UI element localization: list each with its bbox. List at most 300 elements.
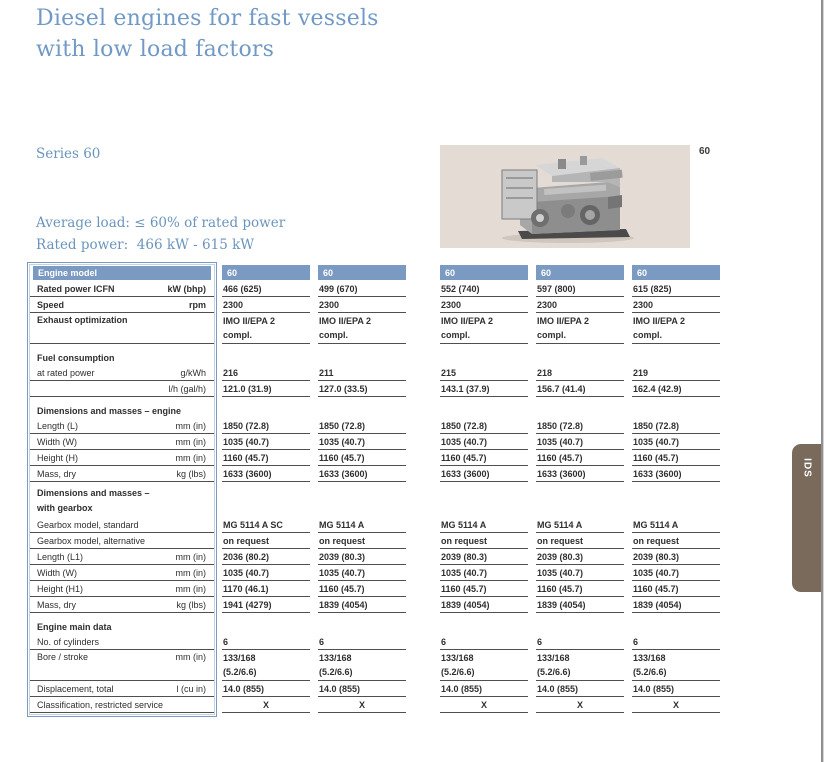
spec-value-cell: [318, 450, 406, 466]
spec-value-cell: [632, 533, 720, 549]
value-text: 14.0 (855): [319, 684, 361, 694]
spec-row: [30, 466, 730, 482]
spec-value-cell: [318, 297, 406, 313]
spec-value-cell: [536, 297, 624, 313]
value-text: 1160 (45.7): [537, 584, 583, 594]
value-text: 1160 (45.7): [441, 453, 487, 463]
value-text: 216: [223, 368, 239, 378]
value-text: 143.1 (37.9): [441, 384, 490, 394]
value-text: 1633 (3600): [319, 469, 368, 479]
value-line1: IMO II/EPA 2: [319, 316, 372, 326]
spec-value-cell: [536, 565, 624, 581]
row-label-cell: [30, 450, 214, 466]
index-tab-label: IDS: [801, 458, 813, 478]
value-text: 2300: [319, 300, 340, 310]
section-title: Fuel consumption: [37, 353, 115, 363]
value-text: 1170 (46.1): [223, 584, 269, 594]
value-text: 1850 (72.8): [537, 421, 584, 431]
spec-row: [30, 565, 730, 581]
row-unit: l (cu in): [176, 684, 206, 694]
row-label: Length (L1): [37, 552, 84, 562]
spec-value-cell: [536, 281, 624, 297]
section-title: Dimensions and masses – engine: [37, 406, 182, 416]
spec-value-cell: [440, 313, 528, 344]
spec-value-cell: [440, 281, 528, 297]
value-line1: 133/168: [319, 653, 352, 663]
value-text: 1850 (72.8): [441, 421, 488, 431]
spec-row: [30, 281, 730, 297]
value-text: 1839 (4054): [537, 600, 586, 610]
value-text: 1160 (45.7): [441, 584, 487, 594]
value-text: 1160 (45.7): [319, 584, 365, 594]
spec-row: [30, 344, 730, 365]
spec-row: [30, 313, 730, 344]
value-line1: 133/168: [537, 653, 570, 663]
spec-value-cell: [440, 697, 528, 713]
value-text: 1839 (4054): [319, 600, 368, 610]
spec-value-cell: [318, 650, 406, 681]
value-line2: (5.2/6.6): [441, 667, 475, 677]
spec-value-cell: [632, 549, 720, 565]
value-text: 1839 (4054): [441, 600, 490, 610]
spec-value-cell: [318, 581, 406, 597]
spec-value-cell: [440, 297, 528, 313]
value-text: 2300: [633, 300, 654, 310]
row-unit: kW (bhp): [167, 284, 206, 294]
spec-value-cell: [440, 650, 528, 681]
row-label-cell: [30, 549, 214, 565]
spec-value-cell: [222, 650, 310, 681]
value-text: 6: [223, 637, 229, 647]
value-text: 1839 (4054): [633, 600, 682, 610]
value-text: 2039 (80.3): [441, 552, 488, 562]
spec-value-cell: [440, 533, 528, 549]
value-line2: (5.2/6.6): [537, 667, 571, 677]
spec-value-cell: [222, 365, 310, 381]
row-label-cell: [30, 634, 214, 650]
value-text: 1035 (40.7): [223, 437, 270, 447]
spec-value-cell: [440, 681, 528, 697]
spec-value-cell: [536, 365, 624, 381]
row-label-cell: [30, 517, 214, 533]
row-label-cell: [30, 418, 214, 434]
spec-value-cell: [440, 450, 528, 466]
spec-value-cell: [632, 466, 720, 482]
row-label-cell: [30, 681, 214, 697]
spec-value-cell: [318, 634, 406, 650]
value-text: 1160 (45.7): [537, 453, 583, 463]
row-label-cell: [30, 297, 214, 313]
spec-value-cell: [318, 533, 406, 549]
index-tab: [792, 444, 822, 592]
value-text: 499 (670): [319, 284, 358, 294]
row-label: Classification, restricted service: [37, 700, 164, 710]
spec-value-cell: [536, 581, 624, 597]
spec-value-cell: [222, 450, 310, 466]
spec-value-cell: [536, 549, 624, 565]
spec-row: [30, 381, 730, 397]
spec-value-cell: [632, 650, 720, 681]
spec-value-cell: [536, 418, 624, 434]
row-label: Mass, dry: [37, 469, 77, 479]
value-text: 14.0 (855): [633, 684, 675, 694]
value-text: 1160 (45.7): [633, 453, 679, 463]
spec-value-cell: [318, 517, 406, 533]
spec-value-cell: [632, 565, 720, 581]
value-line1: IMO II/EPA 2: [441, 316, 494, 326]
spec-value-cell: [222, 281, 310, 297]
value-line2: compl.: [319, 330, 349, 340]
spec-value-cell: [318, 281, 406, 297]
spec-value-cell: [318, 565, 406, 581]
row-unit: mm (in): [175, 437, 206, 447]
section-label-cell: [30, 344, 214, 365]
series-label: Series 60: [36, 146, 101, 162]
value-text: 127.0 (33.5): [319, 384, 368, 394]
row-unit: l/h (gal/h): [168, 384, 206, 394]
value-text: MG 5114 A: [537, 520, 583, 530]
spec-value-cell: [632, 681, 720, 697]
spec-value-cell: [222, 434, 310, 450]
value-text: 466 (625): [223, 284, 262, 294]
row-label: Height (H1): [37, 584, 84, 594]
value-text: 1035 (40.7): [633, 568, 680, 578]
spec-value-cell: [318, 681, 406, 697]
spec-value-cell: [222, 634, 310, 650]
value-line2: compl.: [633, 330, 663, 340]
value-text: on request: [633, 536, 680, 546]
spec-value-cell: [318, 313, 406, 344]
spec-value-cell: [536, 450, 624, 466]
spec-value-cell: [318, 381, 406, 397]
spec-value-cell: [222, 517, 310, 533]
value-line1: 133/168: [441, 653, 474, 663]
value-text: X: [672, 700, 679, 710]
spec-value-cell: [536, 517, 624, 533]
value-text: 1633 (3600): [441, 469, 490, 479]
spec-value-cell: [632, 517, 720, 533]
spec-row: [30, 533, 730, 549]
spec-value-cell: [632, 418, 720, 434]
value-text: 1850 (72.8): [223, 421, 270, 431]
spec-value-cell: [440, 597, 528, 613]
value-text: 1035 (40.7): [537, 437, 584, 447]
spec-row: [30, 581, 730, 597]
row-label-cell: [30, 597, 214, 613]
spec-value-cell: [536, 381, 624, 397]
page-title: [36, 3, 379, 65]
spec-row: [30, 650, 730, 681]
spec-value-cell: [440, 418, 528, 434]
value-text: 1035 (40.7): [319, 437, 366, 447]
spec-value-cell: [222, 681, 310, 697]
row-unit: mm (in): [175, 652, 206, 662]
spec-value-cell: [536, 634, 624, 650]
row-label-cell: [30, 434, 214, 450]
spec-row: [30, 434, 730, 450]
spec-value-cell: [632, 634, 720, 650]
spec-value-cell: [222, 466, 310, 482]
section-label-cell: [30, 397, 214, 418]
row-label: Mass, dry: [37, 600, 77, 610]
page-title-line1: Diesel engines for fast vessels: [36, 6, 379, 31]
value-text: X: [480, 700, 487, 710]
value-text: 1035 (40.7): [223, 568, 270, 578]
spec-value-cell: [440, 365, 528, 381]
average-load-line: Average load: ≤ 60% of rated power: [36, 215, 286, 231]
value-text: 1035 (40.7): [537, 568, 584, 578]
model-header-cell: 60: [632, 265, 720, 280]
row-label-cell: [30, 533, 214, 549]
row-label: Speed: [37, 300, 65, 310]
row-unit: g/kWh: [180, 368, 206, 378]
value-text: on request: [537, 536, 584, 546]
spec-row: [30, 681, 730, 697]
row-unit: mm (in): [175, 421, 206, 431]
spec-value-cell: [318, 434, 406, 450]
value-line1: IMO II/EPA 2: [633, 316, 686, 326]
spec-value-cell: [632, 450, 720, 466]
row-label-cell: [30, 581, 214, 597]
spec-value-cell: [222, 297, 310, 313]
row-label-cell: [30, 381, 214, 397]
value-line2: compl.: [441, 330, 471, 340]
row-label: Bore / stroke: [37, 652, 89, 662]
value-text: 1035 (40.7): [441, 568, 488, 578]
value-text: 1035 (40.7): [319, 568, 366, 578]
spec-row: [30, 365, 730, 381]
value-text: 1160 (45.7): [633, 584, 679, 594]
value-text: 1160 (45.7): [223, 453, 269, 463]
value-text: 219: [633, 368, 649, 378]
value-line2: (5.2/6.6): [319, 667, 353, 677]
spec-value-cell: [536, 313, 624, 344]
value-line1: IMO II/EPA 2: [223, 316, 276, 326]
spec-value-cell: [536, 697, 624, 713]
engine-photo: [440, 145, 690, 248]
value-text: 2300: [537, 300, 558, 310]
value-text: MG 5114 A: [633, 520, 679, 530]
value-line2: compl.: [537, 330, 567, 340]
spec-value-cell: [440, 434, 528, 450]
value-text: on request: [319, 536, 366, 546]
spec-value-cell: [536, 466, 624, 482]
model-header-cell: 60: [536, 265, 624, 280]
value-text: 162.4 (42.9): [633, 384, 682, 394]
value-text: 2300: [223, 300, 244, 310]
value-text: 552 (740): [441, 284, 480, 294]
spec-value-cell: [318, 549, 406, 565]
spec-value-cell: [318, 697, 406, 713]
row-label-cell: [30, 565, 214, 581]
lead-text: [36, 212, 285, 256]
row-label: Rated power ICFN: [37, 284, 115, 294]
spec-row: [30, 418, 730, 434]
spec-value-cell: [632, 697, 720, 713]
page-title-line2: with low load factors: [36, 37, 275, 62]
spec-value-cell: [440, 381, 528, 397]
spec-value-cell: [536, 533, 624, 549]
row-unit: kg (lbs): [176, 469, 206, 479]
spec-value-cell: [318, 365, 406, 381]
value-text: 14.0 (855): [537, 684, 579, 694]
value-text: 1850 (72.8): [319, 421, 366, 431]
value-text: 14.0 (855): [223, 684, 265, 694]
value-text: 1941 (4279): [223, 600, 272, 610]
spec-value-cell: [536, 597, 624, 613]
spec-row: [30, 482, 730, 517]
spec-value-cell: [632, 365, 720, 381]
row-unit: mm (in): [175, 584, 206, 594]
value-text: 121.0 (31.9): [223, 384, 272, 394]
spec-value-cell: [536, 681, 624, 697]
value-text: 1850 (72.8): [633, 421, 680, 431]
value-text: MG 5114 A: [441, 520, 487, 530]
value-line1: 133/168: [633, 653, 666, 663]
value-text: X: [576, 700, 583, 710]
row-label-cell: [30, 365, 214, 381]
row-label: at rated power: [37, 368, 95, 378]
spec-row: [30, 549, 730, 565]
spec-row: [30, 297, 730, 313]
spec-table: [30, 264, 730, 713]
spec-value-cell: [632, 597, 720, 613]
value-text: 2039 (80.3): [633, 552, 680, 562]
spec-header-row: [30, 264, 730, 281]
rated-power-line: Rated power: 466 kW - 615 kW: [36, 237, 255, 253]
row-label-cell: [30, 697, 214, 713]
row-label-cell: [30, 281, 214, 297]
row-label-cell: [30, 650, 214, 681]
spec-value-cell: [632, 581, 720, 597]
value-text: on request: [223, 536, 270, 546]
value-text: X: [358, 700, 365, 710]
value-text: MG 5114 A: [319, 520, 365, 530]
value-text: 1633 (3600): [223, 469, 272, 479]
row-label: Gearbox model, standard: [37, 520, 139, 530]
value-text: MG 5114 A SC: [223, 520, 283, 530]
section-label-cell: [30, 482, 214, 517]
model-header-cell: 60: [318, 265, 406, 280]
value-text: 156.7 (41.4): [537, 384, 586, 394]
engine-model-header-cell: [30, 264, 214, 281]
value-text: 211: [319, 368, 334, 378]
value-text: 14.0 (855): [441, 684, 483, 694]
spec-value-cell: [632, 313, 720, 344]
value-text: 615 (825): [633, 284, 672, 294]
value-text: 6: [319, 637, 325, 647]
value-text: 215: [441, 368, 457, 378]
spec-row: [30, 613, 730, 634]
spec-value-cell: [632, 297, 720, 313]
engine-model-label: Engine model: [33, 266, 211, 280]
spec-value-cell: [222, 565, 310, 581]
spec-row: [30, 397, 730, 418]
value-text: 1633 (3600): [633, 469, 682, 479]
spec-value-cell: [222, 418, 310, 434]
spec-value-cell: [318, 418, 406, 434]
model-header-cell: 60: [222, 265, 310, 280]
row-label: No. of cylinders: [37, 637, 100, 647]
value-text: on request: [441, 536, 488, 546]
section-title-line2: with gearbox: [37, 503, 93, 513]
value-text: 2300: [441, 300, 462, 310]
value-text: 2039 (80.3): [319, 552, 366, 562]
spec-value-cell: [222, 533, 310, 549]
row-unit: kg (lbs): [176, 600, 206, 610]
value-text: 1160 (45.7): [319, 453, 365, 463]
value-text: 1035 (40.7): [441, 437, 488, 447]
row-label: Width (W): [37, 568, 77, 578]
value-line2: compl.: [223, 330, 253, 340]
section-label-cell: [30, 613, 214, 634]
value-text: 2036 (80.2): [223, 552, 270, 562]
spec-value-cell: [222, 313, 310, 344]
spec-value-cell: [222, 697, 310, 713]
spec-value-cell: [536, 650, 624, 681]
value-text: 6: [537, 637, 543, 647]
value-text: 1035 (40.7): [633, 437, 680, 447]
spec-value-cell: [222, 581, 310, 597]
value-line2: (5.2/6.6): [223, 667, 257, 677]
value-text: 6: [441, 637, 447, 647]
row-label: Exhaust optimization: [37, 315, 128, 325]
spec-value-cell: [632, 281, 720, 297]
value-text: 218: [537, 368, 553, 378]
spec-value-cell: [440, 581, 528, 597]
row-label-cell: [30, 466, 214, 482]
row-label: Gearbox model, alternative: [37, 536, 146, 546]
row-unit: rpm: [188, 300, 206, 310]
value-text: 2039 (80.3): [537, 552, 584, 562]
spec-row: [30, 450, 730, 466]
row-label: Length (L): [37, 421, 79, 431]
value-line1: IMO II/EPA 2: [537, 316, 590, 326]
spec-row: [30, 517, 730, 533]
spec-row: [30, 697, 730, 713]
spec-value-cell: [632, 381, 720, 397]
photo-caption: 60: [699, 146, 711, 157]
value-text: X: [262, 700, 269, 710]
spec-value-cell: [440, 517, 528, 533]
row-unit: mm (in): [175, 568, 206, 578]
spec-value-cell: [440, 466, 528, 482]
spec-value-cell: [222, 597, 310, 613]
value-text: 6: [633, 637, 639, 647]
value-line1: 133/168: [223, 653, 256, 663]
spec-value-cell: [536, 434, 624, 450]
spec-value-cell: [440, 549, 528, 565]
spec-value-cell: [632, 434, 720, 450]
spec-row: [30, 634, 730, 650]
value-text: 597 (800): [537, 284, 576, 294]
engine-illustration: [440, 145, 690, 248]
row-label: Width (W): [37, 437, 77, 447]
value-text: 1633 (3600): [537, 469, 586, 479]
page-edge-highlight: [823, 0, 824, 762]
spec-value-cell: [440, 565, 528, 581]
model-header-cell: 60: [440, 265, 528, 280]
section-title: Engine main data: [37, 622, 112, 632]
section-title-line1: Dimensions and masses –: [37, 488, 150, 498]
row-label-cell: [30, 313, 214, 344]
spec-value-cell: [222, 549, 310, 565]
spec-value-cell: [318, 466, 406, 482]
row-unit: mm (in): [175, 453, 206, 463]
spec-value-cell: [318, 597, 406, 613]
spec-row: [30, 597, 730, 613]
row-unit: mm (in): [175, 552, 206, 562]
